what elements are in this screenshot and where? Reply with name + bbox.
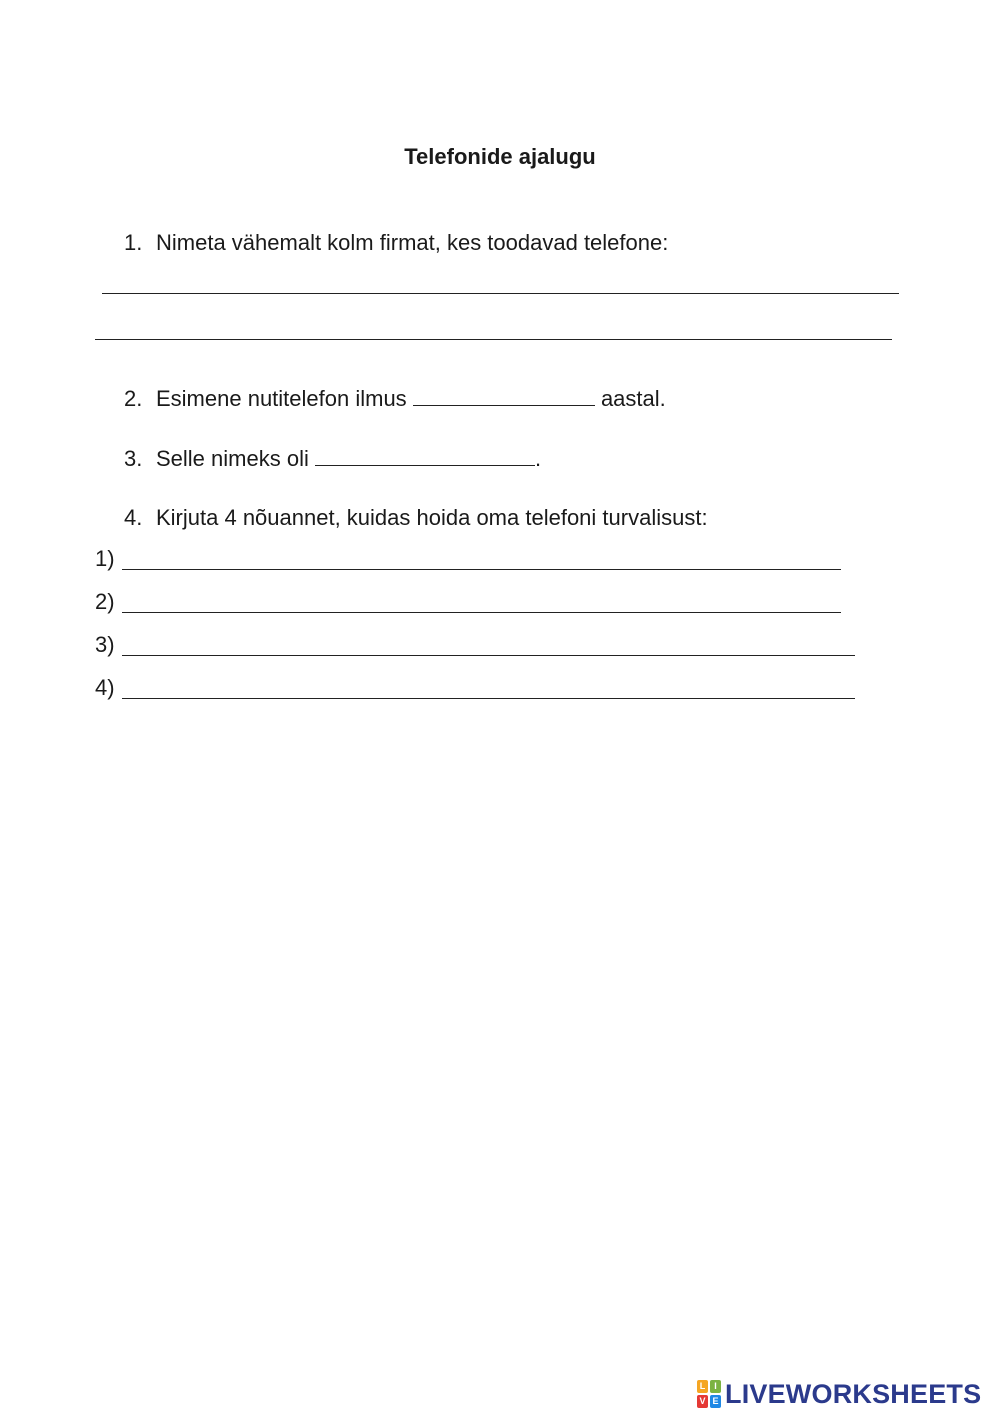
question-1-text: Nimeta vähemalt kolm firmat, kes toodavad telefone:	[156, 230, 669, 255]
question-2-line	[156, 386, 666, 412]
answer-line-1b[interactable]	[95, 339, 892, 340]
question-4-text: Kirjuta 4 nõuannet, kuidas hoida oma telefoni turvalisust:	[156, 505, 708, 530]
question-2-text-before: Esimene nutitelefon ilmus	[156, 386, 407, 411]
answer-label-1: 1)	[95, 546, 115, 571]
liveworksheets-logo-text: LIVEWORKSHEETS	[725, 1378, 982, 1409]
logo-tile-i: I	[710, 1380, 721, 1393]
answer-label-2: 2)	[95, 589, 115, 614]
answer-blank-year[interactable]	[413, 387, 595, 406]
question-1-number: 1.	[124, 230, 143, 255]
liveworksheets-logo	[697, 1378, 981, 1410]
answer-label-3: 3)	[95, 632, 115, 657]
answer-label-4: 4)	[95, 675, 115, 700]
logo-tile-v: V	[697, 1395, 708, 1408]
logo-tile-l: L	[697, 1380, 708, 1393]
question-2-text-after: aastal.	[600, 386, 666, 411]
question-4-number: 4.	[124, 505, 143, 530]
answer-line-4-2[interactable]	[122, 612, 841, 613]
liveworksheets-logo-icon	[697, 1380, 721, 1408]
answer-line-4-1[interactable]	[122, 569, 841, 570]
answer-blank-name[interactable]	[315, 447, 535, 466]
question-2-number: 2.	[124, 386, 143, 411]
question-3-number: 3.	[124, 446, 143, 471]
question-3-text-after: .	[534, 446, 542, 471]
logo-tile-e: E	[710, 1395, 721, 1408]
answer-line-4-3[interactable]	[122, 655, 855, 656]
answer-line-4-4[interactable]	[122, 698, 855, 699]
question-3-text-before: Selle nimeks oli	[156, 446, 309, 471]
question-3-line	[156, 446, 541, 472]
page-title: Telefonide ajalugu	[404, 144, 596, 169]
answer-line-1a[interactable]	[102, 293, 899, 294]
